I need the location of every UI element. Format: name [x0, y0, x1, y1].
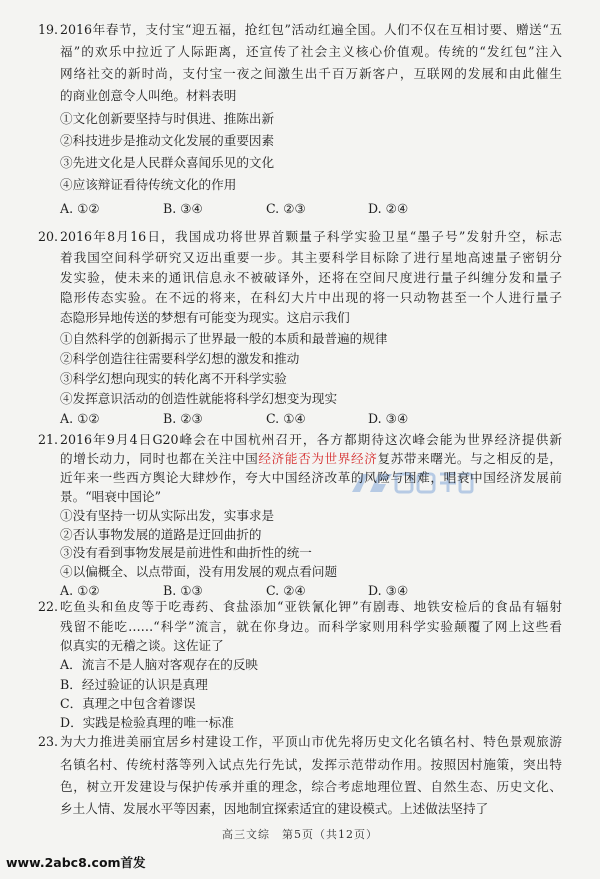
question-19-choice-d: D. ②④: [368, 201, 409, 216]
question-19-choice-a: A. ①②: [60, 201, 100, 216]
question-22-stem-line: 吃鱼头和鱼皮等于吃毒药、食盐添加“亚铁氰化钾”有剧毒、地铁安检后的食品有辐射: [60, 599, 562, 614]
question-20-choice-c: C. ①④: [266, 411, 306, 426]
question-22-option-b: B．经过验证的认识是真理: [60, 677, 208, 692]
question-19-choice-b: B. ③④: [163, 201, 203, 216]
question-20-number: 20.: [38, 229, 59, 244]
question-20-choice-d: D. ③④: [368, 411, 409, 426]
question-21-stem-line: [60, 450, 562, 468]
question-22-stem-line: 似真实的无稽之谈。这佐证了: [60, 638, 224, 653]
question-21-choice-d: D. ③④: [368, 583, 409, 598]
question-22-option-a: A．流言不是人脑对客观存在的反映: [60, 657, 259, 672]
question-19-option: ③先进文化是人民群众喜闻乐见的文化: [60, 155, 275, 170]
question-20-option: ①自然科学的创新揭示了世界最一般的本质和最普遍的规律: [60, 331, 388, 346]
question-19-stem-line: 福”的欢乐中拉近了人际距离，还宣传了社会主义核心价值观。传统的“发红包”注入: [60, 44, 562, 59]
source-mark: www.2abc8.com首发: [6, 855, 146, 870]
question-22-option-c: C．真理之中包含着谬误: [60, 696, 196, 711]
question-21-option: ①没有坚持一切从实际出发，实事求是: [60, 508, 275, 523]
question-20-choice-a: A. ①②: [60, 411, 100, 426]
question-21-stem-line: 景。“唱衰中国论”: [60, 489, 162, 504]
question-19-stem-line: 2016年春节，支付宝“迎五福，抢红包”活动红遍全国。人们不仅在互相讨要、赠送“五: [60, 22, 562, 37]
question-19-number: 19.: [38, 22, 59, 37]
question-20-stem-line: 发实验，使未来的通讯信息永不被破译外，还将在空间尺度进行量子纠缠分发和量子: [60, 270, 562, 285]
question-20-stem-line: 态隐形异地传送的梦想有可能变为现实。这启示我们: [60, 310, 350, 325]
question-19-stem-line: 的商业创意令人叫绝。材料表明: [60, 88, 237, 103]
question-19-choice-c: C. ②③: [266, 201, 306, 216]
question-21-number: 21.: [38, 432, 59, 447]
question-19-option: ①文化创新要坚持与时俱进、推陈出新: [60, 111, 275, 126]
question-23-stem-line: 乡土人情、发展水平等因素，因地制宜探索适宜的建设模式。上述做法坚持了: [60, 801, 489, 816]
question-22-option-d: D．实践是检验真理的唯一标准: [60, 715, 234, 730]
question-21-option: ②否认事物发展的道路是迂回曲折的: [60, 527, 262, 542]
question-20-option: ④发挥意识活动的创造性就能将科学幻想变为现实: [60, 391, 338, 406]
question-21-stem-line: 近年来一些西方舆论大肆炒作，夸大中国经济改革的风险与困难，唱衰中国经济发展前: [60, 470, 562, 485]
stem-segment: 的增长动力，同时也都在关注中国: [60, 451, 259, 466]
question-23-stem-line: 名镇名村、传统村落等列入试点先行先试，发挥示范带动作用。按照因村施策，突出特: [60, 757, 562, 772]
question-20-option: ②科学创造往往需要科学幻想的激发和推动: [60, 351, 300, 366]
question-23-stem-line: 色，树立开发建设与保护传承并重的理念，综合考虑地理位置、自然生态、历史文化、: [60, 779, 562, 794]
question-19-stem-line: 网络社交的新时尚，支付宝一夜之间激生出千百万新客户，互联网的发展和由此催生: [60, 66, 562, 81]
highlighted-phrase: 经济能否为世界经济: [258, 451, 378, 466]
question-21-choice-b: B. ①③: [163, 583, 203, 598]
question-23-number: 23.: [38, 734, 59, 749]
stem-segment: 复苏带来曙光。与之相反的是，: [377, 451, 563, 466]
question-20-stem-line: 着我国空间科学研究又迈出重要一步。其主要科学目标除了进行星地高速量子密钥分: [60, 250, 562, 265]
question-23-stem-line: 为大力推进美丽宜居乡村建设工作，平顶山市优先将历史文化名镇名村、特色景观旅游: [60, 734, 562, 749]
question-21-choice-c: C. ②④: [266, 583, 306, 598]
question-20-choice-b: B. ②③: [163, 411, 203, 426]
question-20-stem-line: 2016年8月16日，我国成功将世界首颗量子科学实验卫星“墨子号”发射升空，标志: [60, 229, 562, 244]
question-19-option: ④应该辩证看待传统文化的作用: [60, 177, 237, 192]
question-20-stem-line: 隐形传态实验。在不远的将来，在科幻大片中出现的将一只动物甚至一个人进行量子: [60, 290, 562, 305]
question-20-option: ③科学幻想向现实的转化离不开科学实验: [60, 371, 287, 386]
page-footer: 高三文综 第5页（共12页）: [222, 828, 378, 841]
question-22-stem-line: 残留不能吃……“科学”流言，就在你身边。而科学家则用科学实验颠覆了网上这些看: [60, 619, 562, 634]
question-21-option: ③没有看到事物发展是前进性和曲折性的统一: [60, 545, 312, 560]
question-19-option: ②科技进步是推动文化发展的重要因素: [60, 133, 275, 148]
question-21-option: ④以偏概全、以点带面，没有用发展的观点看问题: [60, 564, 338, 579]
question-21-stem-line: 2016年9月4日G20峰会在中国杭州召开，各方都期待这次峰会能为世界经济提供新: [60, 432, 562, 447]
question-21-choice-a: A. ①②: [60, 583, 100, 598]
question-22-number: 22.: [38, 599, 59, 614]
